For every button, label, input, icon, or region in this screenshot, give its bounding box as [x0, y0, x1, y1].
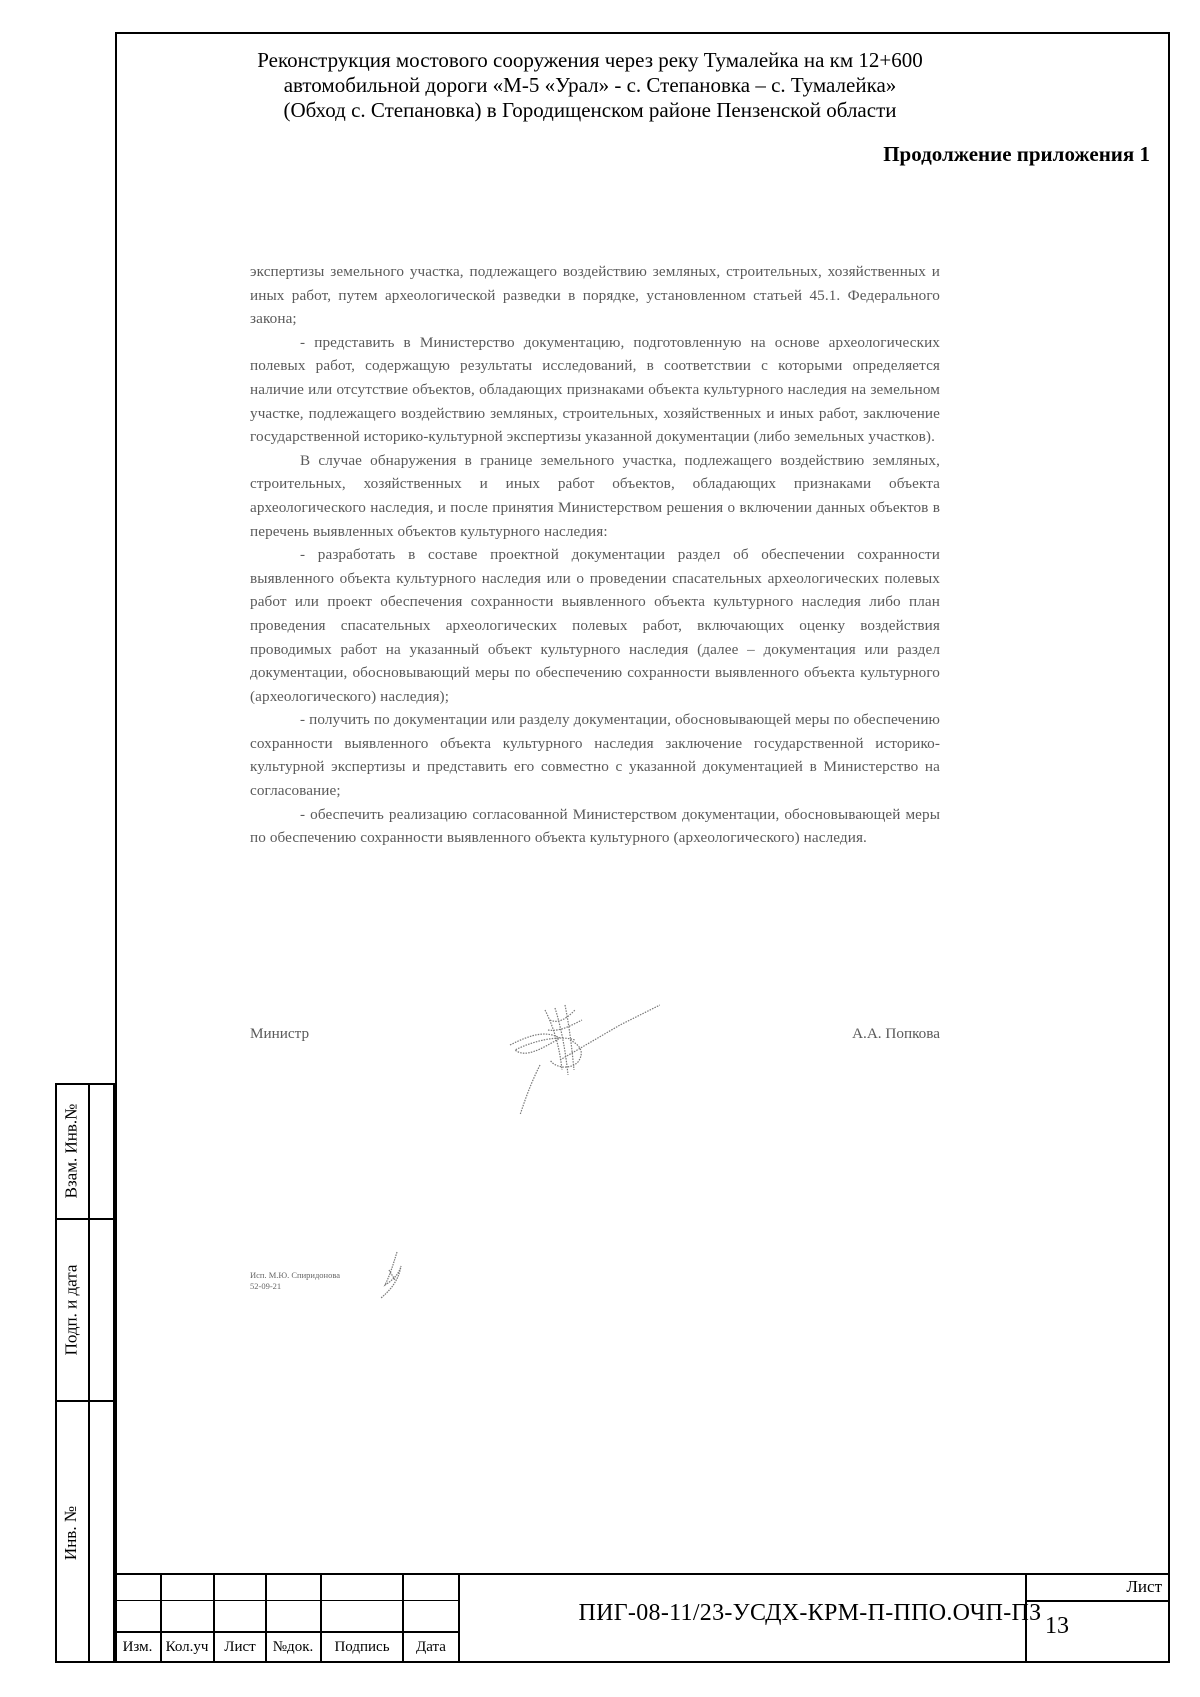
letter-paragraph: - обеспечить реализацию согласованной Министерством документации, обосновывающей меры по обеспечению сохранности выявленного объекта культурного (археологического) наследия.: [250, 805, 940, 847]
header-line-3: (Обход с. Степановка) в Городищенском районе Пензенской области: [283, 98, 897, 122]
document-header: [200, 48, 980, 123]
letter-paragraph: экспертизы земельного участка, подлежащего воздействию земляных, строительных, хозяйственных и иных работ, путем археологической разведки в порядке, установленном статьей 45.1. Федерального закона;: [250, 263, 940, 328]
col-header-list: Лист: [224, 1639, 256, 1655]
side-label-vzam-inv: Взам. Инв.№: [61, 1103, 81, 1198]
letter-paragraph: В случае обнаружения в границе земельного участка, подлежащего воздействию земляных, строительных, хозяйственных и иных работ объектов, обладающих признаками объекта археологического наследия, и после принятия Министерством решения о включении данных объектов в перечень выявленных объектов культурного наследия:: [250, 451, 940, 540]
header-line-1: Реконструкция мостового сооружения через реку Тумалейка на км 12+600: [257, 48, 923, 72]
executor-phone: 52-09-21: [250, 1281, 282, 1291]
col-header-podpis: Подпись: [334, 1639, 390, 1655]
signer-title: Министр: [250, 1025, 310, 1042]
col-header-ndok: №док.: [272, 1639, 314, 1655]
appendix-continuation-title: Продолжение приложения 1: [883, 142, 1150, 166]
col-header-data: Дата: [416, 1639, 446, 1655]
document-code: ПИГ-08-11/23-УСДХ-КРМ-П-ППО.ОЧП-ПЗ: [578, 1600, 1042, 1626]
letter-paragraph: - представить в Министерство документацию, подготовленную на основе археологических полевых работ, содержащую результаты исследований, в соответствии с которыми определяется наличие или отсутствие объектов, обладающих признаками объекта культурного наследия на земельном участке, подлежащего воздействию земляных, строительных, хозяйственных и иных работ, заключение государственной историко-культурной экспертизы указанной документации (либо земельных участков).: [250, 333, 940, 446]
side-label-podp-data: Подп. и дата: [61, 1264, 81, 1356]
letter-paragraph: - разработать в составе проектной документации раздел об обеспечении сохранности выявленного объекта культурного наследия или о проведении спасательных археологических полевых работ или проект обеспечения сохранности выявленного объекта культурного наследия либо план проведения спасательных археологических полевых работ, включающих оценку воздействия проводимых работ на указанный объект культурного наследия (далее – документация или раздел документации, обосновывающий меры по обеспечению сохранности выявленного объекта культурного (археологического) наследия);: [250, 546, 940, 705]
side-label-inv-no: Инв. №: [61, 1505, 81, 1560]
signer-name: А.А. Попкова: [852, 1025, 940, 1042]
header-line-2: автомобильной дороги «М-5 «Урал» - с. Степановка – с. Тумалейка»: [283, 73, 897, 97]
handwritten-signature: [500, 990, 660, 1120]
col-header-kol: Кол.уч: [165, 1639, 209, 1655]
col-header-izm: Изм.: [122, 1639, 153, 1655]
side-stamp-divider: [88, 1083, 90, 1663]
scanned-letter-body: [250, 260, 940, 850]
letter-paragraph: - получить по документации или разделу документации, обосновывающей меры по обеспечению сохранности выявленного объекта культурного наследия заключение государственной историко-культурной экспертизы и представить его совместно с указанной документацией в Министерство на согласование;: [250, 711, 940, 800]
executor-initials-mark: [375, 1250, 405, 1300]
sheet-label: Лист: [1126, 1577, 1162, 1596]
executor-name: Исп. М.Ю. Спиридонова: [250, 1270, 340, 1280]
executor-note: [250, 1270, 340, 1292]
sheet-number: 13: [1045, 1613, 1069, 1639]
